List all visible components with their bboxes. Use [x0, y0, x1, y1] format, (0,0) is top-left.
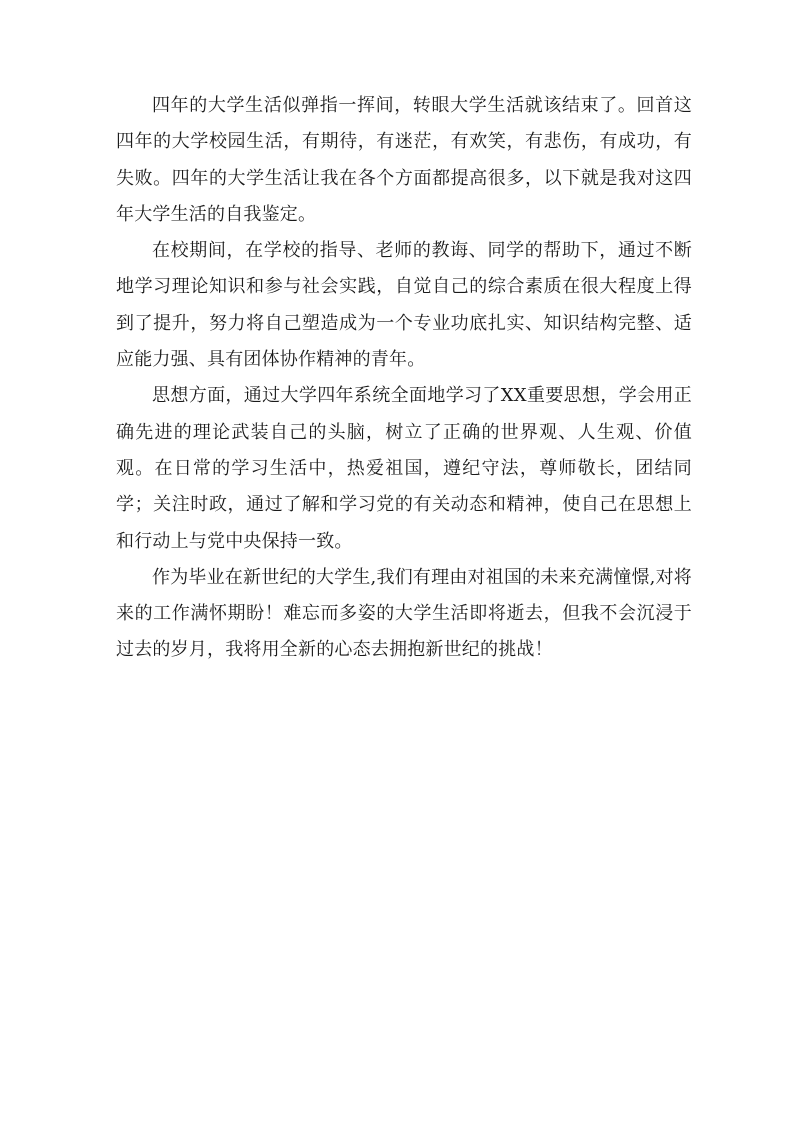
- paragraph-conclusion: 作为毕业在新世纪的大学生,我们有理由对祖国的未来充满憧憬,对将来的工作满怀期盼！难忘而多姿的大学生活即将逝去，但我不会沉浸于过去的岁月，我将用全新的心态去拥抱新世纪的挑战！: [116, 566, 692, 661]
- paragraph-study: 在校期间，在学校的指导、老师的教诲、同学的帮助下，通过不断地学习理论知识和参与社会实践，自觉自己的综合素质在很大程度上得到了提升，努力将自己塑造成为一个专业功底扎实、知识结构完整、适应能力强、具有团体协作精神的青年。: [116, 240, 692, 371]
- paragraph-intro: 四年的大学生活似弹指一挥间，转眼大学生活就该结束了。回首这四年的大学校园生活，有期待，有迷茫，有欢笑，有悲伤，有成功，有失败。四年的大学生活让我在各个方面都提高很多，以下就是我对这四年大学生活的自我鉴定。: [116, 95, 692, 225]
- paragraph-thought: 思想方面，通过大学四年系统全面地学习了XX重要思想，学会用正确先进的理论武装自己的头脑，树立了正确的世界观、人生观、价值观。在日常的学习生活中，热爱祖国，遵纪守法，尊师敬长，团结同学；关注时政，通过了解和学习党的有关动态和精神，使自己在思想上和行动上与党中央保持一致。: [116, 385, 692, 552]
- document-body: [116, 88, 692, 669]
